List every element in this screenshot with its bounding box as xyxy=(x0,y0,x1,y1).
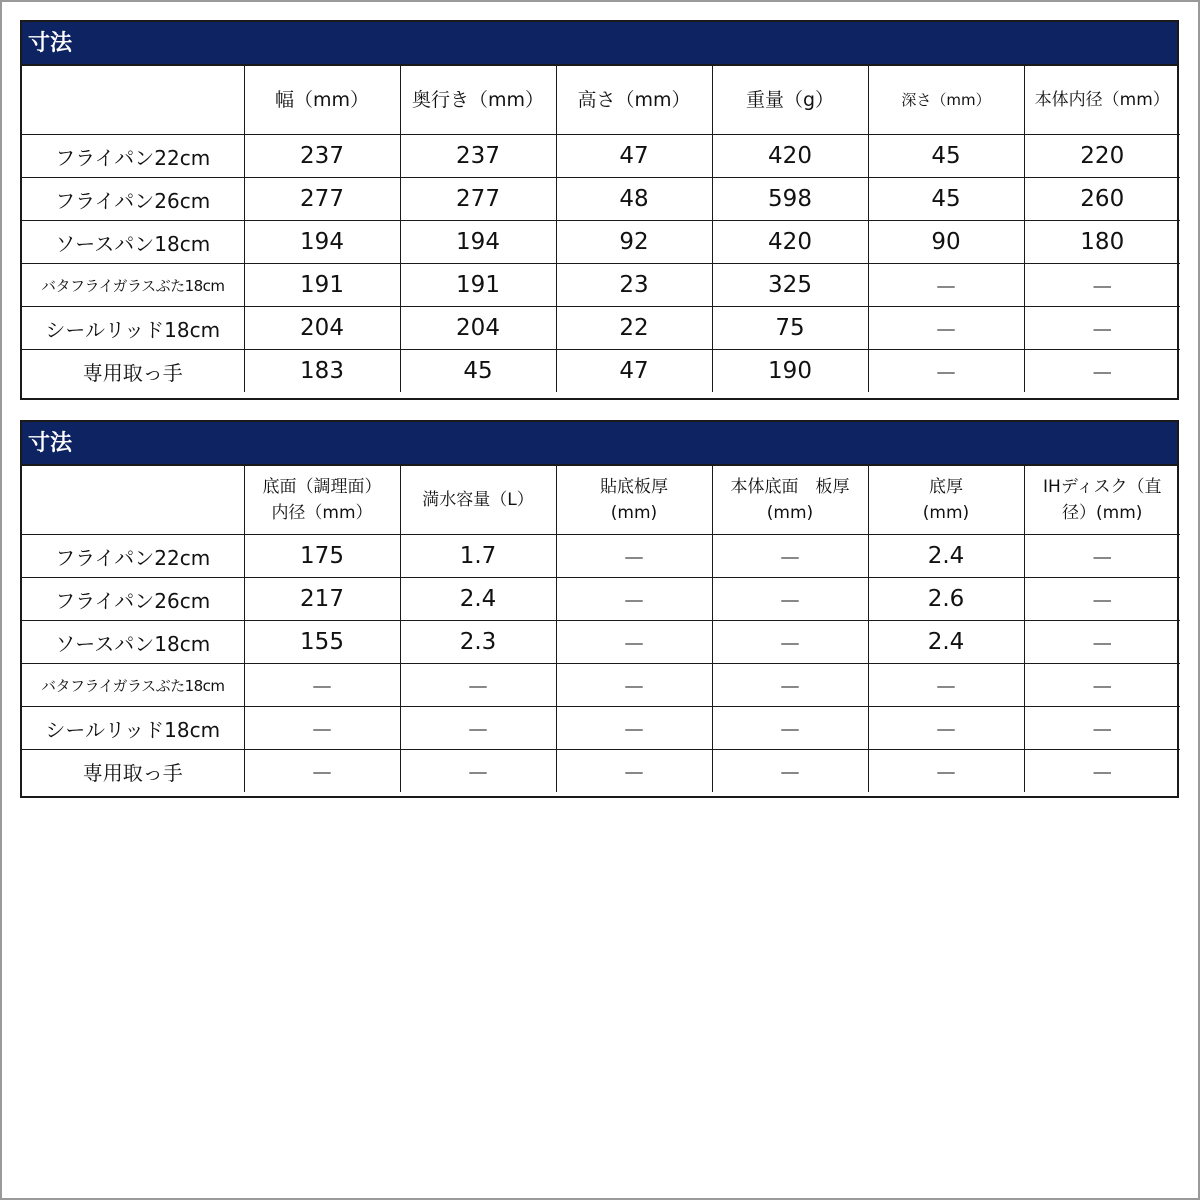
row-label: フライパン22cm xyxy=(22,535,244,578)
table-cell: 277 xyxy=(244,178,400,221)
table-cell: 237 xyxy=(400,135,556,178)
table-cell: 277 xyxy=(400,178,556,221)
row-label: フライパン26cm xyxy=(22,178,244,221)
table-row xyxy=(22,264,1180,307)
table-row xyxy=(22,664,1180,707)
table-title: 寸法 xyxy=(22,22,1177,66)
header-ih-disc-diameter: IHディスク（直 径）(mm) xyxy=(1024,466,1180,535)
table-cell: － xyxy=(868,350,1024,393)
table-row xyxy=(22,350,1180,393)
table-cell: 325 xyxy=(712,264,868,307)
header-weight: 重量（g） xyxy=(712,66,868,135)
table-row xyxy=(22,750,1180,793)
table-cell: － xyxy=(868,264,1024,307)
row-label: ソースパン18cm xyxy=(22,621,244,664)
header-bottom-thickness: 底厚 (mm) xyxy=(868,466,1024,535)
table-cell: － xyxy=(1024,578,1180,621)
row-label: シールリッド18cm xyxy=(22,707,244,750)
table-row xyxy=(22,307,1180,350)
table-cell: － xyxy=(868,307,1024,350)
table-cell: 204 xyxy=(400,307,556,350)
header-row xyxy=(22,466,1180,535)
header-row xyxy=(22,66,1180,135)
table-cell: － xyxy=(712,664,868,707)
header-width: 幅（mm） xyxy=(244,66,400,135)
table-cell: 190 xyxy=(712,350,868,393)
row-label: 専用取っ手 xyxy=(22,750,244,793)
table-cell: 220 xyxy=(1024,135,1180,178)
row-label: バタフライガラスぶた18cm xyxy=(22,264,244,307)
row-label: 専用取っ手 xyxy=(22,350,244,393)
table-row xyxy=(22,621,1180,664)
table-cell: 194 xyxy=(400,221,556,264)
table-cell: 183 xyxy=(244,350,400,393)
table-cell: － xyxy=(868,707,1024,750)
table-cell: 598 xyxy=(712,178,868,221)
table-cell: － xyxy=(1024,664,1180,707)
table-cell: － xyxy=(1024,621,1180,664)
table-title: 寸法 xyxy=(22,422,1177,466)
dimensions-table-2 xyxy=(20,420,1179,798)
table-cell: 45 xyxy=(868,178,1024,221)
header-bonded-plate-thickness: 貼底板厚 (mm) xyxy=(556,466,712,535)
spec-table xyxy=(22,66,1180,392)
table-cell: － xyxy=(1024,535,1180,578)
table-cell: － xyxy=(868,664,1024,707)
table-cell: 2.4 xyxy=(400,578,556,621)
table-cell: 48 xyxy=(556,178,712,221)
row-label: ソースパン18cm xyxy=(22,221,244,264)
table-cell: － xyxy=(712,578,868,621)
table-cell: 2.3 xyxy=(400,621,556,664)
table-cell: － xyxy=(868,750,1024,793)
header-full-capacity: 満水容量（L） xyxy=(400,466,556,535)
row-label: フライパン22cm xyxy=(22,135,244,178)
row-label: バタフライガラスぶた18cm xyxy=(22,664,244,707)
table-cell: － xyxy=(556,621,712,664)
table-cell: 204 xyxy=(244,307,400,350)
table-cell: 237 xyxy=(244,135,400,178)
table-cell: 260 xyxy=(1024,178,1180,221)
table-cell: 45 xyxy=(868,135,1024,178)
table-cell: － xyxy=(712,750,868,793)
header-depth: 奥行き（mm） xyxy=(400,66,556,135)
row-label: フライパン26cm xyxy=(22,578,244,621)
table-cell: 194 xyxy=(244,221,400,264)
table-cell: 22 xyxy=(556,307,712,350)
table-cell: － xyxy=(1024,264,1180,307)
table-cell: － xyxy=(556,664,712,707)
table-cell: － xyxy=(556,750,712,793)
table-cell: 191 xyxy=(400,264,556,307)
table-cell: － xyxy=(244,707,400,750)
table-row xyxy=(22,135,1180,178)
spec-table xyxy=(22,466,1180,792)
table-cell: 2.4 xyxy=(868,535,1024,578)
table-cell: 155 xyxy=(244,621,400,664)
table-row xyxy=(22,578,1180,621)
table-cell: 217 xyxy=(244,578,400,621)
table-row xyxy=(22,707,1180,750)
row-label: シールリッド18cm xyxy=(22,307,244,350)
table-cell: － xyxy=(1024,707,1180,750)
table-cell: － xyxy=(556,535,712,578)
table-cell: － xyxy=(712,621,868,664)
table-cell: － xyxy=(556,578,712,621)
table-cell: 1.7 xyxy=(400,535,556,578)
table-cell: 420 xyxy=(712,135,868,178)
table-cell: 23 xyxy=(556,264,712,307)
table-cell: － xyxy=(1024,307,1180,350)
table-cell: － xyxy=(1024,750,1180,793)
table-cell: 75 xyxy=(712,307,868,350)
table-row xyxy=(22,221,1180,264)
table-cell: 175 xyxy=(244,535,400,578)
table-cell: － xyxy=(556,707,712,750)
header-inner-depth: 深さ（mm） xyxy=(868,66,1024,135)
table-cell: － xyxy=(400,750,556,793)
table-cell: 47 xyxy=(556,135,712,178)
table-cell: 2.4 xyxy=(868,621,1024,664)
header-bottom-inner-diameter: 底面（調理面） 内径（mm） xyxy=(244,466,400,535)
table-cell: 191 xyxy=(244,264,400,307)
table-cell: － xyxy=(1024,350,1180,393)
header-height: 高さ（mm） xyxy=(556,66,712,135)
table-cell: 92 xyxy=(556,221,712,264)
header-body-bottom-thickness: 本体底面 板厚 (mm) xyxy=(712,466,868,535)
table-cell: 180 xyxy=(1024,221,1180,264)
table-row xyxy=(22,535,1180,578)
header-cell-blank xyxy=(22,466,244,535)
table-row xyxy=(22,178,1180,221)
dimensions-table-1 xyxy=(20,20,1179,400)
table-cell: 45 xyxy=(400,350,556,393)
table-cell: － xyxy=(400,664,556,707)
table-cell: － xyxy=(244,750,400,793)
table-cell: 2.6 xyxy=(868,578,1024,621)
table-cell: 47 xyxy=(556,350,712,393)
table-cell: 90 xyxy=(868,221,1024,264)
table-cell: － xyxy=(244,664,400,707)
table-cell: － xyxy=(712,535,868,578)
table-cell: 420 xyxy=(712,221,868,264)
table-cell: － xyxy=(400,707,556,750)
table-cell: － xyxy=(712,707,868,750)
header-inner-diameter: 本体内径（mm） xyxy=(1024,66,1180,135)
header-cell-blank xyxy=(22,66,244,135)
